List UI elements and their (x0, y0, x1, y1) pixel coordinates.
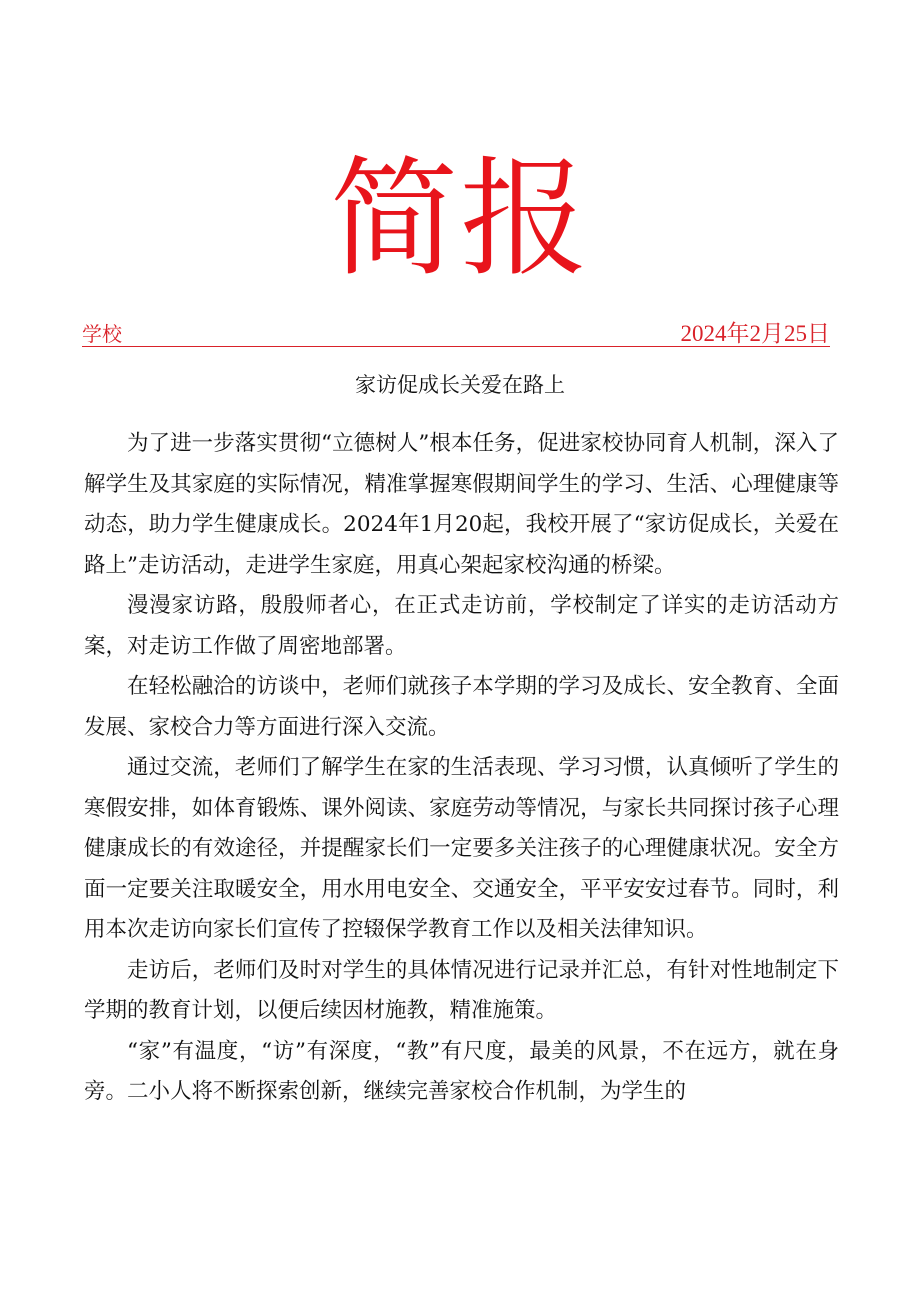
paragraph: 漫漫家访路，殷殷师者心，在正式走访前，学校制定了详实的走访活动方案，对走访工作做了周密地部署。 (84, 593, 839, 659)
paragraph: 通过交流，老师们了解学生在家的生活表现、学习习惯，认真倾听了学生的寒假安排，如体育锻炼、课外阅读、家庭劳动等情况，与家长共同探讨孩子心理健康成长的有效途径，并提醒家长们一定要多关注孩子的心理健康状况。安全方面一定要关注取暖安全，用水用电安全、交通安全，平平安安过春节。同时，利用本次走访向家长们宣传了控辍保学教育工作以及相关法律知识。 (84, 755, 839, 942)
paragraph: 在轻松融洽的访谈中，老师们就孩子本学期的学习及成长、安全教育、全面发展、家校合力等方面进行深入交流。 (84, 674, 839, 740)
header-line (82, 318, 830, 347)
paragraph: 为了进一步落实贯彻“立德树人”根本任务，促进家校协同育人机制，深入了解学生及其家庭的实际情况，精准掌握寒假期间学生的学习、生活、心理健康等动态，助力学生健康成长。2024年1月20起，我校开展了“家访促成长，关爱在路上”走访活动，走进学生家庭，用真心架起家校沟通的桥梁。 (84, 431, 839, 578)
article-body (84, 424, 839, 1113)
issue-date: 2024年2月25日 (680, 321, 830, 346)
article-title: 家访促成长关爱在路上 (355, 373, 565, 397)
paragraph: “家”有温度，“访”有深度，“教”有尺度，最美的风景，不在远方，就在身旁。二小人将不断探索创新，继续完善家校合作机制，为学生的 (84, 1038, 839, 1104)
school-label: 学校 (82, 322, 122, 346)
paragraph: 走访后，老师们及时对学生的具体情况进行记录并汇总，有针对性地制定下学期的教育计划，以便后续因材施教，精准施策。 (84, 957, 839, 1023)
masthead-title: 简报 (329, 145, 590, 294)
